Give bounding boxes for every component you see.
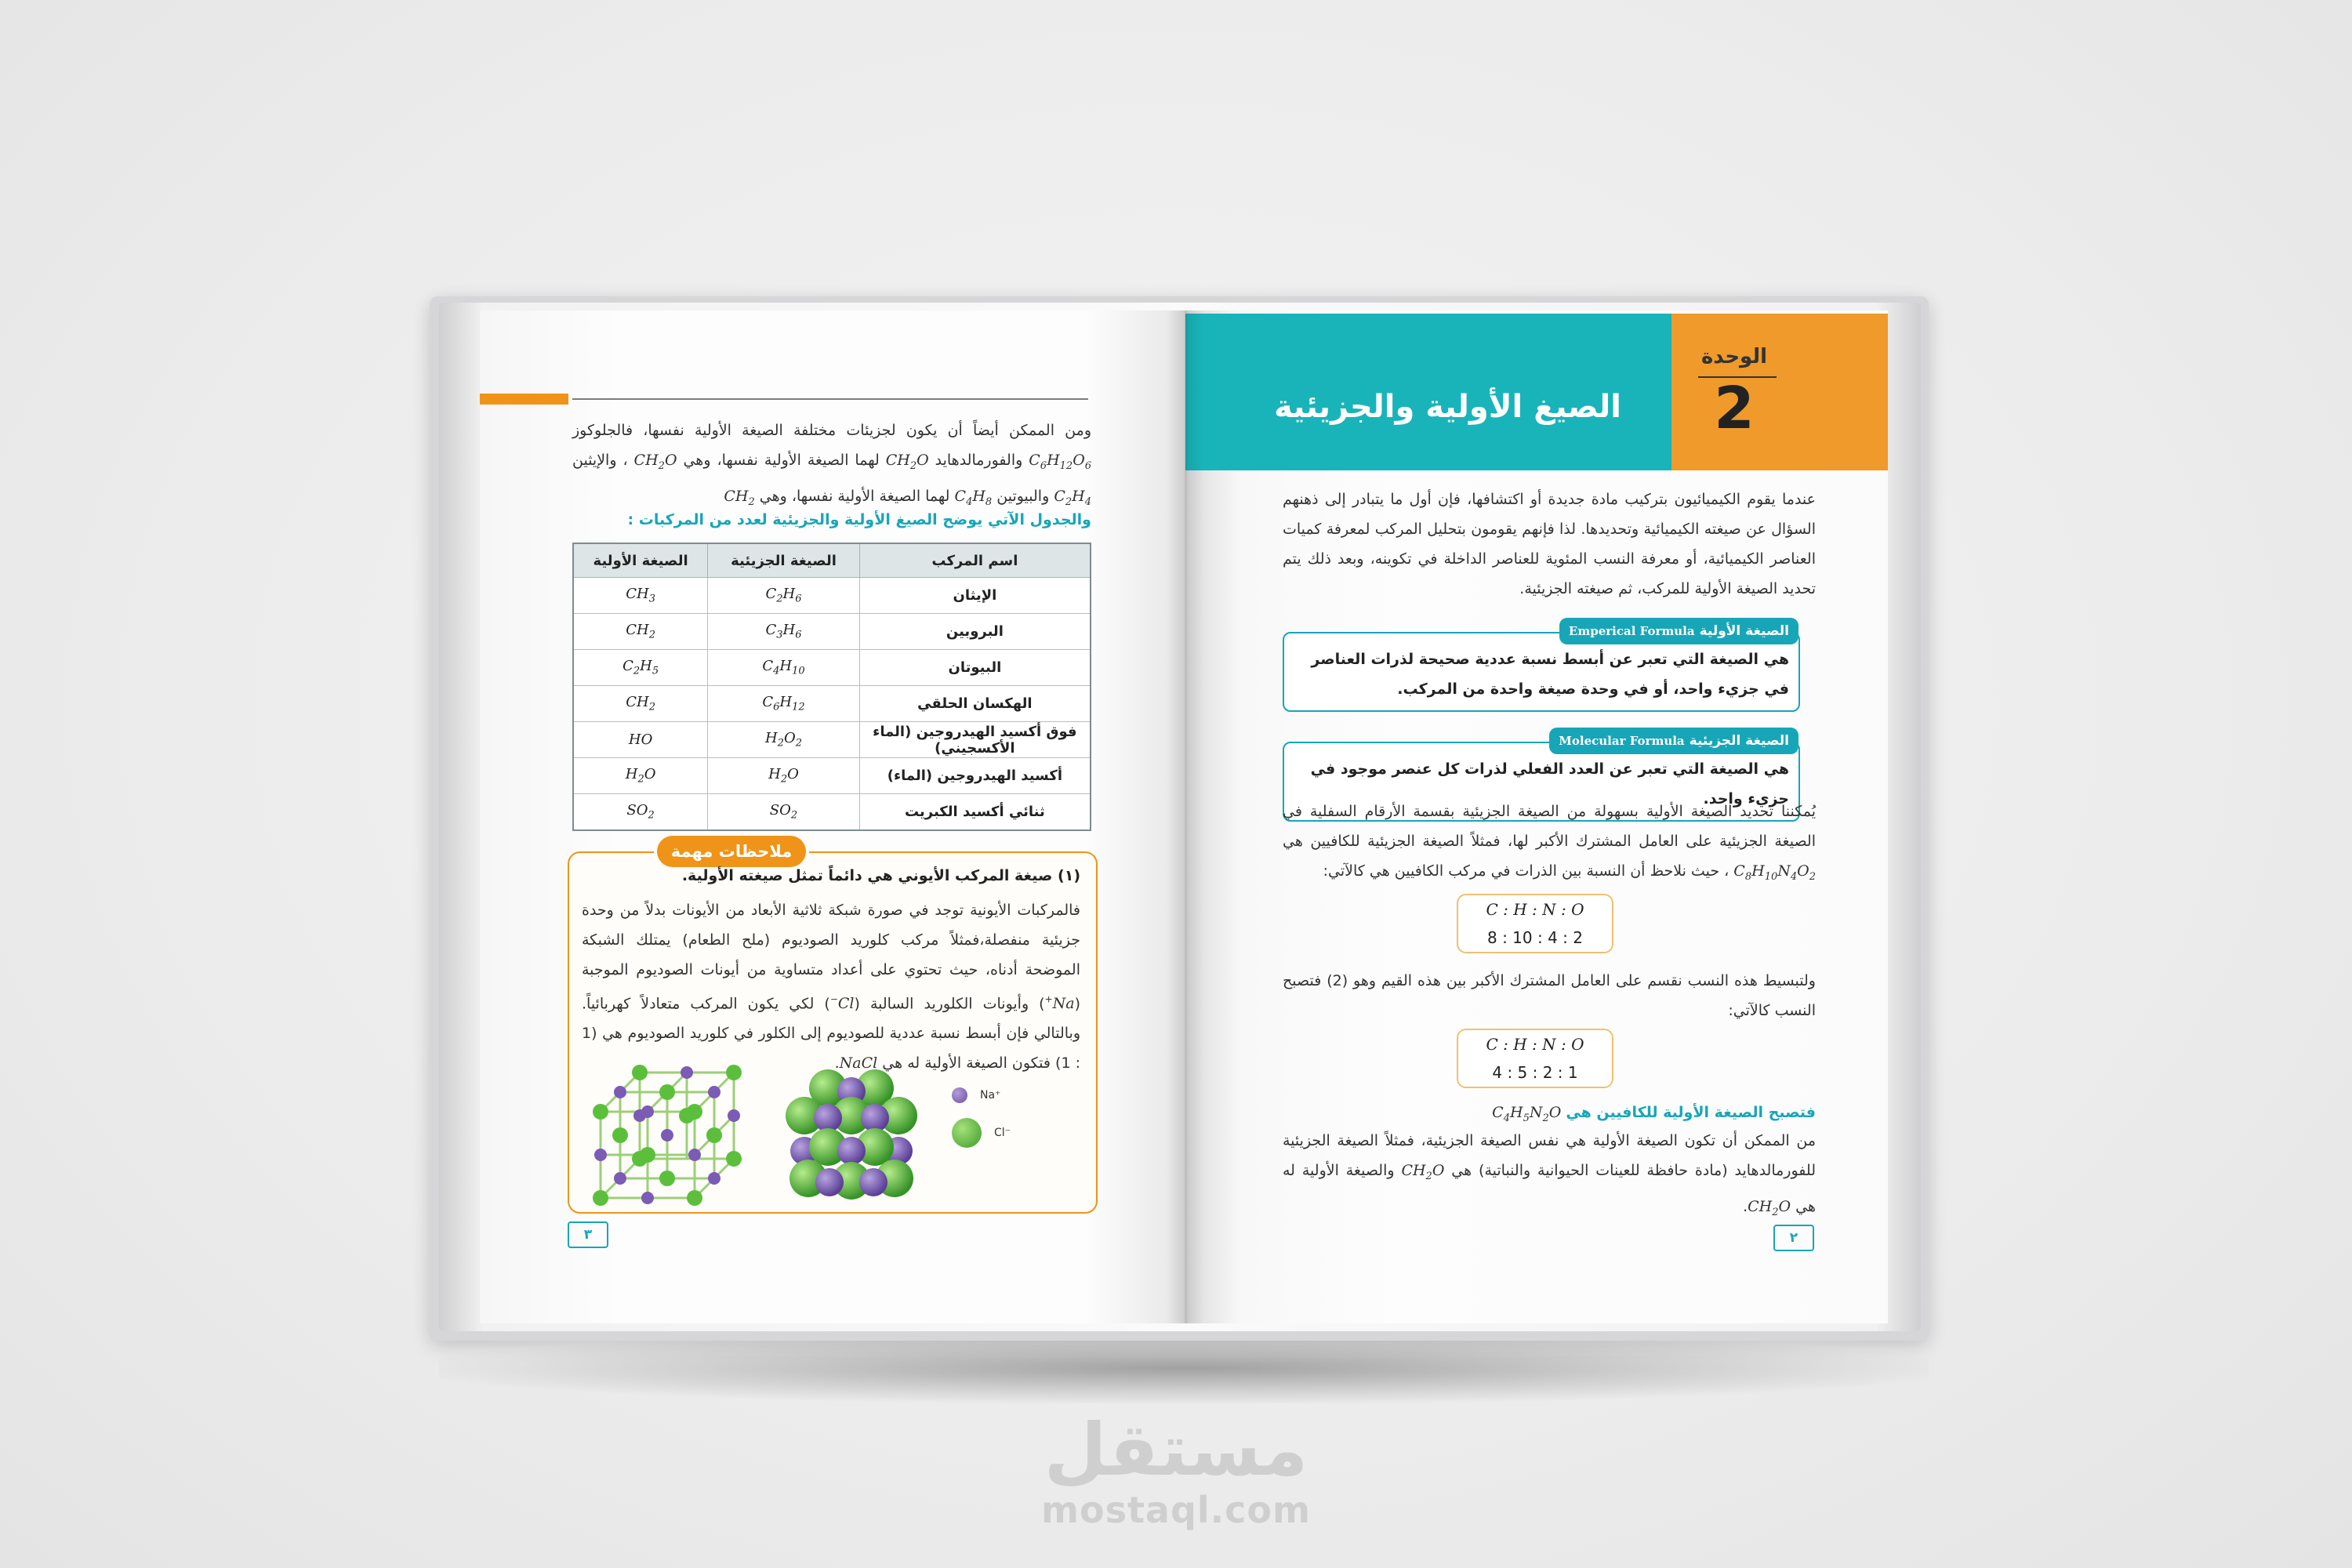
header-rule: [572, 398, 1088, 400]
table-row: [573, 686, 1091, 722]
formulas-table: [572, 543, 1091, 831]
book-shadow: [439, 1333, 1929, 1403]
cell-molecular-formula: $H_2O$: [708, 758, 860, 794]
caffeine-paragraph: يُمكننا تحديد الصيغة الأولية بسهولة من الصيغة الجزيئية بقسمة الأرقام السفلية في الصيغة الجزيئية على العامل المشترك الأكبر لها، فمثلاً الصيغة الجزيئية للكافيين هي $C_8H_{10}N_4O_2$ ، حيث نلاحظ أن النسبة بين الذرات في مركب الكافيين هي كالآتي:: [1283, 803, 1816, 883]
cell-molecular-formula: $C_2H_6$: [708, 578, 860, 614]
col-header-molecular: الصيغة الجزيئية: [708, 543, 860, 578]
definition-tag: الصيغة الأوليةEmperical Formula: [1559, 618, 1798, 644]
caffeine-ratio-box: [1457, 894, 1613, 953]
right-page: [1185, 310, 1888, 1323]
cell-compound-name: ثنائي أكسيد الكبريت: [859, 794, 1091, 831]
table-row: [573, 578, 1091, 614]
definition-tag: الصيغة الجزيئيةMolecular Formula: [1549, 728, 1798, 754]
book-spine-fold: [1167, 310, 1204, 1323]
left-intro-paragraph: ومن الممكن أيضاً أن يكون لجزيئات مختلفة الصيغة الأولية نفسها، فالجلوكوز $C_6H_{12}O_6$ والفورمالدهايد $CH_2O$ لهما الصيغة الأولية نفسها، وهي $CH_2O$ ، والإيثين $C_2H_4$ والبيوتين $C_4H_8$ لهما الصيغة الأولية نفسها، وهي $CH_2$: [572, 422, 1092, 508]
simplified-ratio-box: [1457, 1029, 1613, 1088]
formula-glucose: $C_6H_{12}O_6$: [1029, 452, 1092, 472]
cell-molecular-formula: $H_2O_2$: [708, 722, 860, 758]
table-row: [573, 650, 1091, 686]
ratio-elements: C : H : N : O: [1486, 900, 1584, 919]
col-header-empirical: الصيغة الأولية: [573, 543, 708, 578]
nacl-packed-model: [781, 1065, 922, 1206]
left-page: [480, 310, 1185, 1323]
ratio-values: 4 : 5 : 2 : 1: [1492, 1063, 1578, 1082]
legend-label-na: Na⁺: [980, 1089, 1001, 1102]
col-header-name: اسم المركب: [859, 543, 1091, 578]
cell-empirical-formula: $CH_2$: [573, 614, 708, 650]
table-header-row: [573, 543, 1091, 578]
ratio-values: 8 : 10 : 4 : 2: [1487, 928, 1583, 947]
table-row: [573, 614, 1091, 650]
formula-caffeine-empirical: $C_4H_5N_2O$: [1492, 1104, 1562, 1124]
ratio-elements: C : H : N : O: [1486, 1035, 1584, 1054]
watermark: [1019, 1408, 1333, 1531]
formula-formaldehyde: $CH_2O$: [885, 452, 929, 472]
unit-number: 2: [1714, 375, 1755, 442]
watermark-latin: mostaql.com: [1041, 1489, 1311, 1531]
definition-text: هي الصيغة التي تعبر عن أبسط نسبة عددية صحيحة لذرات العناصر في جزيء واحد، أو في وحدة صيغة واحدة من المركب.: [1311, 651, 1789, 698]
cell-compound-name: البروبين: [859, 614, 1091, 650]
ion-legend: [952, 1076, 1046, 1178]
table-row: [573, 722, 1091, 758]
formula-ethene: $C_2H_4$: [1054, 487, 1091, 508]
cell-empirical-formula: HO: [573, 722, 708, 758]
cell-empirical-formula: $SO_2$: [573, 794, 708, 831]
right-intro-paragraph: عندما يقوم الكيميائيون بتركيب مادة جديدة أو اكتشافها، فإن أول ما يتبادر إلى ذهنهم السؤال عن صيغته الكيميائية وتحديدها. لذا فإنهم يقومون بتحليل المركب لمعرفة كميات العناصر الكيميائية، أو معرفة النسب المئوية للعناصر الداخلة في تكوينه، وبعد ذلك يتم تحديد الصيغة الأولية للمركب، ثم صيغته الجزيئية.: [1283, 491, 1816, 597]
cell-molecular-formula: $SO_2$: [708, 794, 860, 831]
cell-molecular-formula: $C_4H_{10}$: [708, 650, 860, 686]
cell-compound-name: البيوتان: [859, 650, 1091, 686]
page-number-right: ٢: [1773, 1225, 1814, 1251]
notes-title: ملاحظات مهمة: [657, 836, 806, 867]
formula-na-ion: Na+: [1044, 994, 1075, 1013]
formula-ch2: $CH_2$: [724, 487, 755, 508]
chapter-title-band: [1185, 314, 1671, 470]
note-heading: (١) صيغة المركب الأيوني هي دائماً تمثل صيغته الأولية.: [681, 867, 1080, 884]
table-row: [573, 758, 1091, 794]
table-title: والجدول الآتي يوضح الصيغ الأولية والجزيئية لعدد من المركبات :: [627, 511, 1091, 528]
unit-number-block: [1671, 314, 1888, 470]
important-notes-box: [568, 842, 1098, 1214]
formula-nacl: NaCl: [839, 1054, 878, 1073]
na-ion-swatch: [952, 1087, 967, 1103]
formula-cl-ion: Cl−: [829, 994, 855, 1013]
cell-compound-name: الإيثان: [859, 578, 1091, 614]
header-accent-bar: [480, 394, 568, 405]
page-number-left: ٣: [568, 1221, 608, 1248]
cell-empirical-formula: $CH_2$: [573, 686, 708, 722]
cell-molecular-formula: $C_3H_6$: [708, 614, 860, 650]
formula-formaldehyde-molecular: $CH_2O$: [1401, 1162, 1445, 1182]
empirical-formula-definition: [1283, 623, 1800, 712]
chapter-title: الصيغ الأولية والجزيئية: [1274, 389, 1621, 425]
caffeine-result: فتصبح الصيغة الأولية للكافيين هي $C_4H_5N_2O$: [1492, 1104, 1816, 1124]
legend-label-cl: Cl⁻: [994, 1127, 1011, 1139]
cl-ion-swatch: [952, 1118, 982, 1148]
watermark-arabic: مستقل: [1044, 1408, 1308, 1492]
formula-ch2o: $CH_2O$: [633, 452, 677, 472]
cell-molecular-formula: $C_6H_{12}$: [708, 686, 860, 722]
unit-label: الوحدة: [1700, 345, 1768, 368]
cell-compound-name: فوق أكسيد الهيدروجين (الماء الأكسجيني): [859, 722, 1091, 758]
legend-row-na: [952, 1076, 1046, 1114]
cell-empirical-formula: $C_2H_5$: [573, 650, 708, 686]
cell-empirical-formula: $H_2O$: [573, 758, 708, 794]
cell-compound-name: الهكسان الحلقي: [859, 686, 1091, 722]
simplify-paragraph: ولتبسيط هذه النسب نقسم على العامل المشترك الأكبر بين هذه القيم وهو (2) فتصبح النسب كالآتي:: [1283, 972, 1816, 1019]
table-row: [573, 794, 1091, 831]
formula-formaldehyde-empirical: $CH_2O$: [1748, 1197, 1791, 1218]
legend-row-cl: [952, 1114, 1046, 1152]
formula-caffeine-molecular: $C_8H_{10}N_4O_2$: [1733, 862, 1816, 883]
formaldehyde-paragraph: من الممكن أن تكون الصيغة الأولية هي نفس الصيغة الجزيئية، فمثلاً الصيغة الجزيئية للفورمالدهايد (مادة حافظة للعينات الحيوانية والنباتية) هي $CH_2O$ والصيغة الأولية له هي $CH_2O$.: [1283, 1132, 1816, 1218]
definition-text: هي الصيغة التي تعبر عن العدد الفعلي لذرات كل عنصر موجود في جزيء واحد.: [1310, 760, 1789, 808]
cell-compound-name: أكسيد الهيدروجين (الماء): [859, 758, 1091, 794]
nacl-lattice-diagram: [585, 1057, 750, 1206]
formula-butene: $C_4H_8$: [954, 487, 993, 508]
note-body: فالمركبات الأيونية توجد في صورة شبكة ثلاثية الأبعاد من الأيونات بدلاً من وحدة جزيئية منفصلة،فمثلاً مركب كلوريد الصوديوم (ملح الطعام) يمتلك الشبكة الموضحة أدناه، حيث تحتوي على أعداد متساوية من أيونات الصوديوم الموجبة (Na+) وأيونات الكلوريد السالبة (Cl−) لكي يكون المركب متعادلاً كهربائياً. وبالتالي فإن أبسط نسبة عددية للصوديوم إلى الكلور في كلوريد الصوديوم هي (1 : 1) فتكون الصيغة الأولية له هي NaCl.: [582, 902, 1080, 1073]
cell-empirical-formula: $CH_3$: [573, 578, 708, 614]
